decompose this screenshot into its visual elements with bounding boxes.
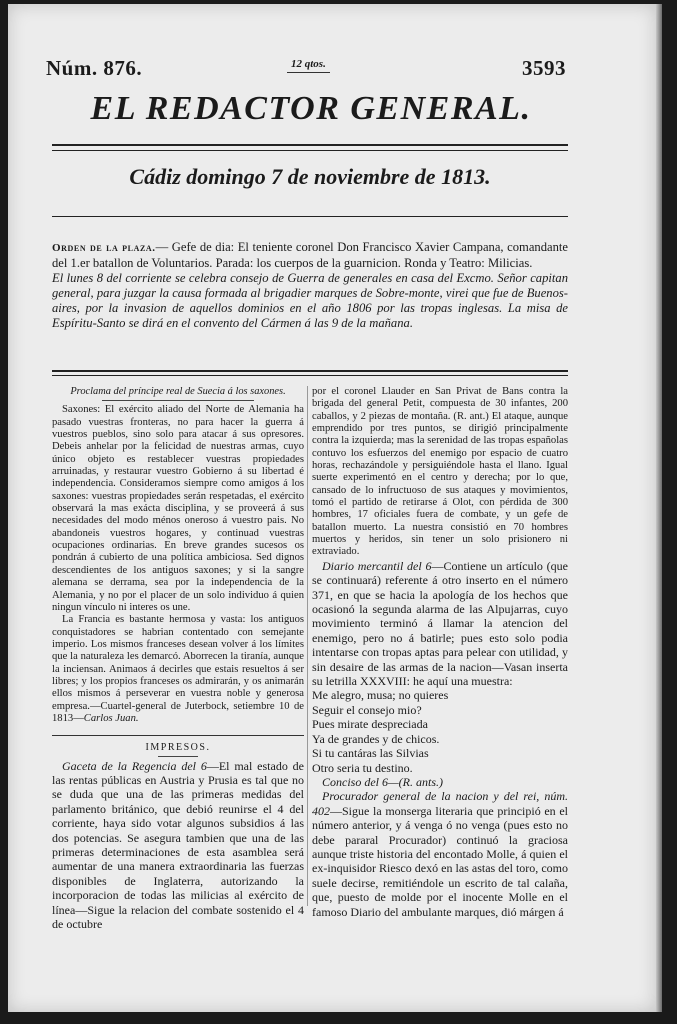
proclama-paragraph: Saxones: El exército aliado del Norte de Alemania ha pasado vuestras fronteras, no para hacer la guerra á vuestros pueblos, sino solo para atacar á sus opresores. Debeis anhelar por la felicidad de nuestras armas, cuyo único objeto es restablecer vuestras propiedades arruinadas, y restaurar vuestro Gobierno á su libertad é independencia. Consideramos siempre como amigos á los saxones: vuestras propiedades serán respetadas, el exército observará la mas exácta disciplina, y se proveerá á sus necesidades del modo ménos oneroso á vuestro pais. No abandoneis vuestros hogares, y continuad vuestras ocupaciones ordinarias. En breve grandes sucesos os pondrán á cubierto de una política ambiciosa. Sed dignos descendientes de los antiguos saxones; y si la sangre alemana se derrama, sea por la independencia de la Alemania, y no por el placer de un solo individuo á quien ningun vínculo ni interes os une.: [52, 404, 304, 613]
diario-paragraph: [312, 559, 568, 689]
divider: [52, 144, 568, 146]
dateline: Cádiz domingo 7 de noviembre de 1813.: [129, 164, 491, 189]
divider: [52, 370, 568, 372]
diario-title: Diario mercantil del 6: [322, 558, 432, 573]
divider: [52, 735, 304, 736]
orden-label: Orden de la plaza.: [52, 242, 156, 254]
proclama-text: La Francia es bastante hermosa y vasta: los antiguos conquistadores se habrian contentado con semejante imperio. Los mismos franceses desean volver á los límites que la naturaleza les demarcó. Aborrecen la tiranía, aunque la inciensan. Animaos á decirles que estais resueltos á ser libres; y los propios franceses os admirarán, y os animarán ellos mismos á perseverar en vuestra noble y generosa empresa.—Cuartel-general de Juterbock, setiembre 10 de 1813—: [52, 614, 304, 724]
orden-text: — Gefe de dia: El teniente coronel Don Francisco Xavier Campana, comandante del 1.er batallon de Voluntarios. Parada: los cuerpos de la guarnicion. Ronda y Teatro: Milicias.: [52, 240, 568, 270]
poem-line: Ya de grandes y de chicos.: [312, 731, 440, 746]
page-edge: [656, 4, 662, 1012]
page-number: 3593: [522, 56, 566, 80]
poem-line: Me alegro, musa; no quieres: [312, 688, 449, 703]
poem: [312, 688, 568, 774]
section-heading: IMPRESOS.: [52, 742, 304, 756]
conciso-line: [312, 775, 568, 789]
combat-paragraph: por el coronel Llauder en San Privat de Bans contra la brigada del general Petit, compuesta de 30 infantes, 200 caballos, y 2 piezas de montaña. (R. ant.) El ataque, aunque emprendido por tres puntos, se dirigió principalmente contra la izquierda; mas la serenidad de las tropas españolas contuvo los esfuerzos del enemigo por espacio de cuatro horas, rechazándole y persiguiéndole hasta el llano. Igual suerte experimentó en el centro y derecha; por lo que, cansado de lo infructuoso de sus ataques y movimientos, tomó el partido de retirarse á Olot, con pérdida de 300 hombres, 17 oficiales fuera de combate, y un gefe de batallon muerto. La nuestra consistió en 70 hombres muertos y heridos, sin tener un solo prisionero ni extraviado.: [312, 386, 568, 558]
poem-line: Seguir el consejo mio?: [312, 702, 422, 717]
diario-text: —Contiene un artículo (que se continuará) referente á otro inserto en el número 371, en que se hacia la apología de los hechos que ocasionó la segunda alarma de las Alpujarras, cuyo movimiento terminó á llamar la atencion del enemigo, pero no á batirle; pues esto solo podia intentarse con tropas aptas para pelear con utilidad, y sin desaire de las armas de la nacion—Vasan inserta su letrilla XXXVIII: he aquí una muestra:: [312, 558, 568, 689]
orden-notice: El lunes 8 del corriente se celebra consejo de Guerra de generales en casa del Excmo. Señor capitan general, para juzgar la causa formada al brigadier marques de Sobre-monte, virei que fue de Buenos-aires, por la invasion de aquellos dominios en el año 1806 por las tropas inglesas. La misa de Espíritu-Santo se dirá en el convento del Cármen á las 9 de la mañana.: [52, 271, 568, 330]
procurador-title: Procurador general de la nacion y del rei, núm. 402: [312, 789, 568, 818]
gaceta-title: Gaceta de la Regencia del 6: [62, 758, 207, 773]
procurador-text: —Sigue la monserga literaria que principió en el número anterior, y á venga ó no venga (pues esto no debe pararal Procurador) continuó la graciosa aunque triste historia del encontado Molle, á quien el ex-inquisidor Riesco dexó en las astas del toro, como suele decirse, remitiéndole un escrito de tal calaña, que, puesto de molde por el inocente Molle en el famoso Diario del ambulante marques, dió márgen á: [312, 803, 568, 919]
proclama-title: Proclama del príncipe real de Suecia á los saxones.: [52, 386, 304, 401]
newspaper-title: EL REDACTOR GENERAL.: [90, 90, 532, 127]
poem-line: Si tu cantáras las Silvias: [312, 746, 429, 761]
issue-number: Núm. 876.: [46, 56, 143, 80]
masthead-row: [46, 56, 566, 86]
right-column: [312, 386, 568, 919]
divider: [52, 216, 568, 217]
orden-de-la-plaza: [52, 240, 568, 331]
poem-line: Otro seria tu destino.: [312, 760, 413, 775]
signature: Carlos Juan.: [83, 712, 139, 724]
procurador-paragraph: [312, 789, 568, 919]
gaceta-text: —El mal estado de las rentas públicas en Austria y Prusia es tal que no se duda que una de las primeras medidas del parlamento británico, que debió reunirse el 4 del corriente, haya sido votar algunos subsidios á las dos potencias. Se asegura tambien que una de las primeras determinaciones de esta asamblea será aumentar de una manera extraordinaria las fuerzas disponibles de Inglaterra, autorizando la incorporacion de todas las milicias al exército de línea—Sigue la relacion del combate sostenido el 4 de octubre: [52, 758, 304, 932]
newspaper-page: [8, 4, 656, 1012]
conciso-text: Conciso del 6—(R. ants.): [322, 774, 443, 789]
divider: [52, 150, 568, 151]
poem-line: Pues mirate despreciada: [312, 717, 428, 732]
left-column: [52, 386, 304, 932]
price: 12 qtos.: [291, 58, 326, 70]
divider: [52, 375, 568, 376]
gaceta-paragraph: [52, 759, 304, 932]
proclama-paragraph: [52, 614, 304, 725]
column-divider: [307, 386, 308, 906]
